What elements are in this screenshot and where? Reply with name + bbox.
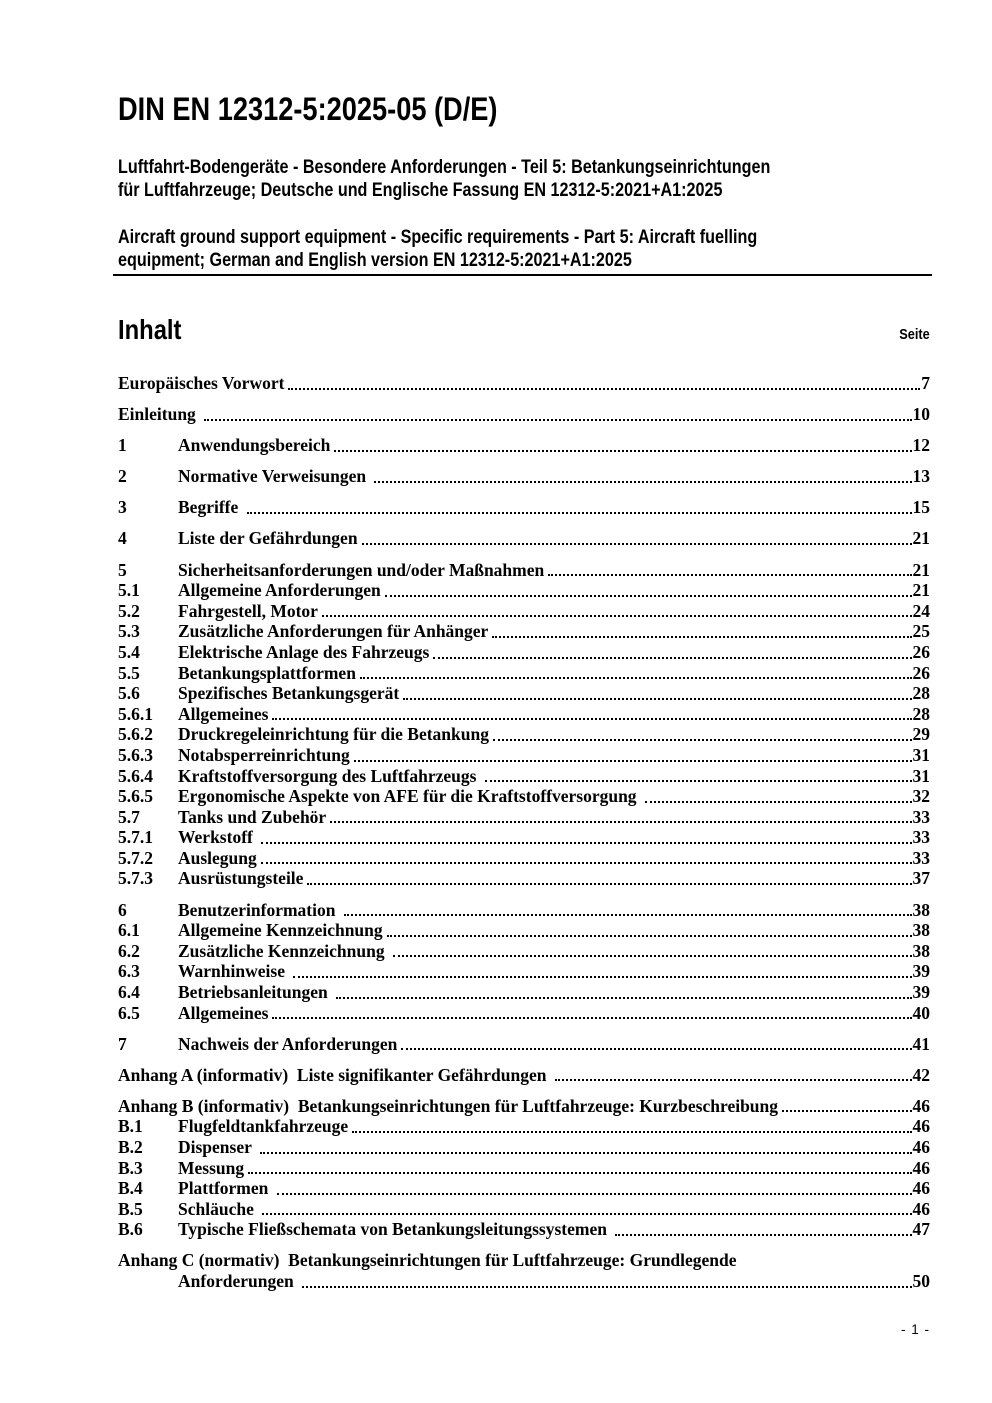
toc-entry-label: Europäisches Vorwort xyxy=(118,373,285,393)
toc-entry-number: 6.3 xyxy=(118,961,140,982)
toc-group xyxy=(118,528,930,549)
dot-leader xyxy=(261,842,911,844)
toc-entry xyxy=(118,642,930,663)
dot-leader xyxy=(204,419,911,421)
toc-entry-page: 26 xyxy=(912,641,930,662)
toc-entry xyxy=(118,1116,930,1137)
dot-leader xyxy=(360,677,912,679)
toc-entry-label: Kraftstoffversorgung des Luftfahrzeugs xyxy=(178,765,481,786)
dot-leader xyxy=(548,574,911,576)
dot-leader xyxy=(330,821,911,823)
dot-leader xyxy=(782,1110,911,1112)
toc-entry-number: B.6 xyxy=(118,1219,143,1240)
toc-entry-label: Schläuche xyxy=(178,1198,259,1219)
toc-group xyxy=(118,1250,930,1291)
toc-entry xyxy=(118,766,930,787)
toc-entry-number: 5.2 xyxy=(118,600,140,621)
toc-group xyxy=(118,1096,930,1240)
toc-entry xyxy=(118,621,930,642)
toc-entry-page: 26 xyxy=(912,662,930,683)
toc-list xyxy=(118,373,930,1292)
toc-entry-page: 42 xyxy=(912,1064,930,1085)
toc-entry-number: 6.1 xyxy=(118,920,140,941)
toc-entry xyxy=(118,982,930,1003)
toc-group xyxy=(118,900,930,1024)
toc-entry-page: 38 xyxy=(912,899,930,920)
toc-entry xyxy=(118,920,930,941)
toc-entry-wrap-line xyxy=(118,1271,930,1292)
toc-entry-page: 39 xyxy=(912,961,930,982)
toc-entry-page: 29 xyxy=(912,724,930,745)
dot-leader xyxy=(374,481,911,483)
toc-entry-number: B.4 xyxy=(118,1178,143,1199)
toc-entry xyxy=(118,580,930,601)
toc-group xyxy=(118,560,930,890)
toc-entry-label: Anhang B (informativ) Betankungseinrichtungen für Luftfahrzeuge: Kurzbeschreibung xyxy=(118,1095,779,1116)
dot-leader xyxy=(248,1172,911,1174)
dot-leader xyxy=(362,543,912,545)
document-number: DIN EN 12312-5:2025-05 (D/E) xyxy=(118,91,498,127)
dot-leader xyxy=(277,1193,912,1195)
toc-entry-number: 3 xyxy=(118,497,127,518)
toc-entry xyxy=(118,466,930,487)
toc-entry-page: 39 xyxy=(912,981,930,1002)
toc-entry-number: 6.5 xyxy=(118,1002,140,1023)
toc-entry-label: Anforderungen xyxy=(178,1271,299,1292)
toc-entry-page: 37 xyxy=(912,868,930,889)
toc-entry-number: 5.6 xyxy=(118,683,140,704)
toc-entry-label: Typische Fließschemata von Betankungsleitungssystemen xyxy=(178,1219,612,1240)
toc-entry-page: 46 xyxy=(912,1095,930,1116)
toc-entry xyxy=(118,1219,930,1240)
toc-entry-label: Einleitung xyxy=(118,404,201,425)
toc-entry-number: 5.3 xyxy=(118,621,140,642)
toc-entry xyxy=(118,961,930,982)
toc-entry xyxy=(118,868,930,889)
dot-leader xyxy=(555,1079,912,1081)
toc-entry-label: Flugfeldtankfahrzeuge xyxy=(178,1116,349,1137)
toc-entry-label: Ergonomische Aspekte von AFE für die Kraftstoffversorgung xyxy=(178,786,641,807)
toc-entry-number: 5.7.3 xyxy=(118,868,153,889)
page-number-footer: - 1 - xyxy=(900,1322,930,1337)
toc-entry-number: 4 xyxy=(118,528,127,549)
toc-entry xyxy=(118,435,930,456)
toc-entry-number: 7 xyxy=(118,1033,127,1054)
toc-entry-page: 21 xyxy=(912,580,930,601)
dot-leader xyxy=(387,935,912,937)
toc-entry xyxy=(118,807,930,828)
toc-entry-label: Betankungsplattformen xyxy=(178,662,356,683)
toc-entry-page: 31 xyxy=(912,765,930,786)
toc-entry-label: Sicherheitsanforderungen und/oder Maßnahmen xyxy=(178,559,545,580)
toc-entry xyxy=(118,1065,930,1086)
toc-entry xyxy=(118,1158,930,1179)
toc-entry-label: Tanks und Zubehör xyxy=(178,806,327,827)
dot-leader xyxy=(493,739,912,741)
toc-entry-number: 5.6.5 xyxy=(118,786,153,807)
toc-entry-number: 6.4 xyxy=(118,981,140,1002)
dot-leader xyxy=(401,1048,911,1050)
toc-entry-label: Zusätzliche Kennzeichnung xyxy=(178,940,389,961)
toc-entry-label: Nachweis der Anforderungen xyxy=(178,1033,398,1054)
toc-entry-label: Zusätzliche Anforderungen für Anhänger xyxy=(178,621,489,642)
title-german-line2: für Luftfahrzeuge; Deutsche und Englische Fassung EN 12312-5:2021+A1:2025 xyxy=(118,180,723,201)
title-english-line1: Aircraft ground support equipment - Specific requirements - Part 5: Aircraft fuelling xyxy=(118,227,758,248)
toc-entry-number: 5.4 xyxy=(118,641,140,662)
toc-entry-number: 5.6.3 xyxy=(118,744,153,765)
toc-entry-page: 12 xyxy=(912,435,930,456)
toc-entry xyxy=(118,683,930,704)
dot-leader xyxy=(272,1017,911,1019)
dot-leader xyxy=(260,1152,912,1154)
toc-entry xyxy=(118,848,930,869)
toc-entry-label: Liste der Gefährdungen xyxy=(178,528,358,549)
toc-group xyxy=(118,497,930,518)
toc-entry-number: 6 xyxy=(118,899,127,920)
toc-entry xyxy=(118,786,930,807)
toc-entry-label: Anhang A (informativ) Liste signifikanter Gefährdungen xyxy=(118,1064,551,1085)
toc-entry xyxy=(118,941,930,962)
toc-entry-label: Plattformen xyxy=(178,1178,273,1199)
toc-entry-number: 5.7.1 xyxy=(118,827,153,848)
toc-heading: Inhalt xyxy=(118,314,182,345)
toc-entry-label: Normative Verweisungen xyxy=(178,466,371,487)
toc-entry xyxy=(118,900,930,921)
dot-leader xyxy=(261,862,912,864)
toc-entry-number: 5.6.4 xyxy=(118,765,153,786)
toc-entry-number: B.1 xyxy=(118,1116,143,1137)
toc-entry-page: 38 xyxy=(912,920,930,941)
toc-entry-page: 47 xyxy=(912,1219,930,1240)
toc-entry-page: 46 xyxy=(912,1178,930,1199)
toc-entry-label: Allgemeine Anforderungen xyxy=(178,580,381,601)
toc-entry-label: Betriebsanleitungen xyxy=(178,981,333,1002)
toc-entry-page: 25 xyxy=(912,621,930,642)
toc-header xyxy=(118,315,930,344)
dot-leader xyxy=(385,595,912,597)
toc-entry-label: Anhang C (normativ) Betankungseinrichtungen für Luftfahrzeuge: Grundlegende xyxy=(118,1250,737,1271)
dot-leader xyxy=(433,657,911,659)
toc-entry-page: 41 xyxy=(912,1033,930,1054)
toc-entry-number: 5.6.1 xyxy=(118,703,153,724)
dot-leader xyxy=(393,955,912,957)
toc-group xyxy=(118,466,930,487)
toc-entry-page: 40 xyxy=(912,1002,930,1023)
toc-entry-number: 2 xyxy=(118,466,127,487)
dot-leader xyxy=(334,450,911,452)
toc-entry-number: 5.5 xyxy=(118,662,140,683)
toc-entry-label: Messung xyxy=(178,1157,245,1178)
toc-entry-page: 7 xyxy=(921,373,930,393)
dot-leader xyxy=(354,760,912,762)
dot-leader xyxy=(272,718,911,720)
dot-leader xyxy=(307,883,911,885)
toc-entry-page: 28 xyxy=(912,683,930,704)
dot-leader xyxy=(485,780,912,782)
toc-entry-label: Notabsperreinrichtung xyxy=(178,744,350,765)
toc-entry xyxy=(118,704,930,725)
toc-entry xyxy=(118,373,930,394)
title-german xyxy=(118,156,930,202)
toc-entry-label: Werkstoff xyxy=(178,827,258,848)
toc-entry-page: 15 xyxy=(912,497,930,518)
toc-group xyxy=(118,1034,930,1055)
toc-entry-number: 5 xyxy=(118,559,127,580)
toc-entry-page: 32 xyxy=(912,786,930,807)
toc-entry-label: Auslegung xyxy=(178,847,257,868)
toc-entry xyxy=(118,1250,930,1271)
toc-entry xyxy=(118,1034,930,1055)
header-divider xyxy=(113,274,932,276)
title-english xyxy=(118,226,930,272)
toc-entry-label: Begriffe xyxy=(178,497,243,518)
toc-entry-page: 46 xyxy=(912,1198,930,1219)
dot-leader xyxy=(336,997,911,999)
toc-entry-page: 13 xyxy=(912,466,930,487)
toc-entry-number: B.5 xyxy=(118,1198,143,1219)
toc-group xyxy=(118,373,930,394)
toc-entry-label: Ausrüstungsteile xyxy=(178,868,304,889)
toc-entry-page: 33 xyxy=(912,806,930,827)
toc-entry xyxy=(118,1137,930,1158)
toc-entry-number: B.2 xyxy=(118,1137,143,1157)
toc-entry-number: 5.7.2 xyxy=(118,847,153,868)
toc-entry-label: Druckregeleinrichtung für die Betankung xyxy=(178,724,489,745)
toc-entry xyxy=(118,1199,930,1220)
toc-entry-label: Anwendungsbereich xyxy=(178,435,331,456)
toc-entry-page: 38 xyxy=(912,940,930,961)
toc-entry xyxy=(118,1096,930,1117)
title-german-line1: Luftfahrt-Bodengeräte - Besondere Anforderungen - Teil 5: Betankungseinrichtungen xyxy=(118,157,771,178)
toc-entry-label: Allgemeines xyxy=(178,703,269,724)
toc-entry-label: Elektrische Anlage des Fahrzeugs xyxy=(178,641,430,662)
dot-leader xyxy=(288,388,920,390)
dot-leader xyxy=(492,636,911,638)
toc-page-column-label: Seite xyxy=(899,326,930,343)
toc-entry-number: 6.2 xyxy=(118,940,140,961)
toc-entry-number: 5.1 xyxy=(118,580,140,601)
toc-entry-label: Benutzerinformation xyxy=(178,899,340,920)
toc-entry-number: 1 xyxy=(118,435,127,456)
toc-entry-number: 5.6.2 xyxy=(118,724,153,745)
toc-group xyxy=(118,404,930,425)
dot-leader xyxy=(262,1213,911,1215)
toc-entry xyxy=(118,601,930,622)
toc-entry-page: 21 xyxy=(912,528,930,549)
dot-leader xyxy=(322,615,912,617)
toc-group xyxy=(118,435,930,456)
toc-entry-page: 10 xyxy=(912,404,930,425)
toc-entry-page: 28 xyxy=(912,703,930,724)
title-english-line2: equipment; German and English version EN 12312-5:2021+A1:2025 xyxy=(118,250,632,271)
dot-leader xyxy=(352,1131,911,1133)
toc-entry xyxy=(118,663,930,684)
toc-entry-number: B.3 xyxy=(118,1157,143,1178)
toc-entry-label: Spezifisches Betankungsgerät xyxy=(178,683,400,704)
toc-entry-page: 46 xyxy=(912,1157,930,1178)
dot-leader xyxy=(403,698,911,700)
toc-entry-label: Allgemeines xyxy=(178,1002,269,1023)
toc-entry xyxy=(118,560,930,581)
toc-entry xyxy=(118,1003,930,1024)
toc-entry-page: 31 xyxy=(912,744,930,765)
toc-group xyxy=(118,1065,930,1086)
dot-leader xyxy=(247,512,912,514)
toc-entry-label: Dispenser xyxy=(178,1137,256,1157)
toc-entry-page: 24 xyxy=(912,600,930,621)
toc-entry xyxy=(118,404,930,425)
dot-leader xyxy=(615,1234,911,1236)
toc-entry xyxy=(118,528,930,549)
dot-leader xyxy=(293,976,911,978)
dot-leader xyxy=(645,801,912,803)
dot-leader xyxy=(344,914,912,916)
toc-entry xyxy=(118,1178,930,1199)
toc-entry-page: 21 xyxy=(912,559,930,580)
toc-entry-page: 46 xyxy=(912,1116,930,1137)
toc-entry-page: 50 xyxy=(912,1271,930,1292)
toc-entry-label: Allgemeine Kennzeichnung xyxy=(178,920,383,941)
toc-entry xyxy=(118,497,930,518)
dot-leader xyxy=(302,1286,911,1288)
toc-entry xyxy=(118,827,930,848)
toc-entry-label: Warnhinweise xyxy=(178,961,290,982)
toc-entry-page: 33 xyxy=(912,827,930,848)
toc-entry-number: 5.7 xyxy=(118,806,140,827)
toc-entry xyxy=(118,724,930,745)
toc-entry-page: 33 xyxy=(912,847,930,868)
toc-entry xyxy=(118,745,930,766)
toc-entry-page: 46 xyxy=(912,1137,930,1157)
toc-entry-label: Fahrgestell, Motor xyxy=(178,600,318,621)
